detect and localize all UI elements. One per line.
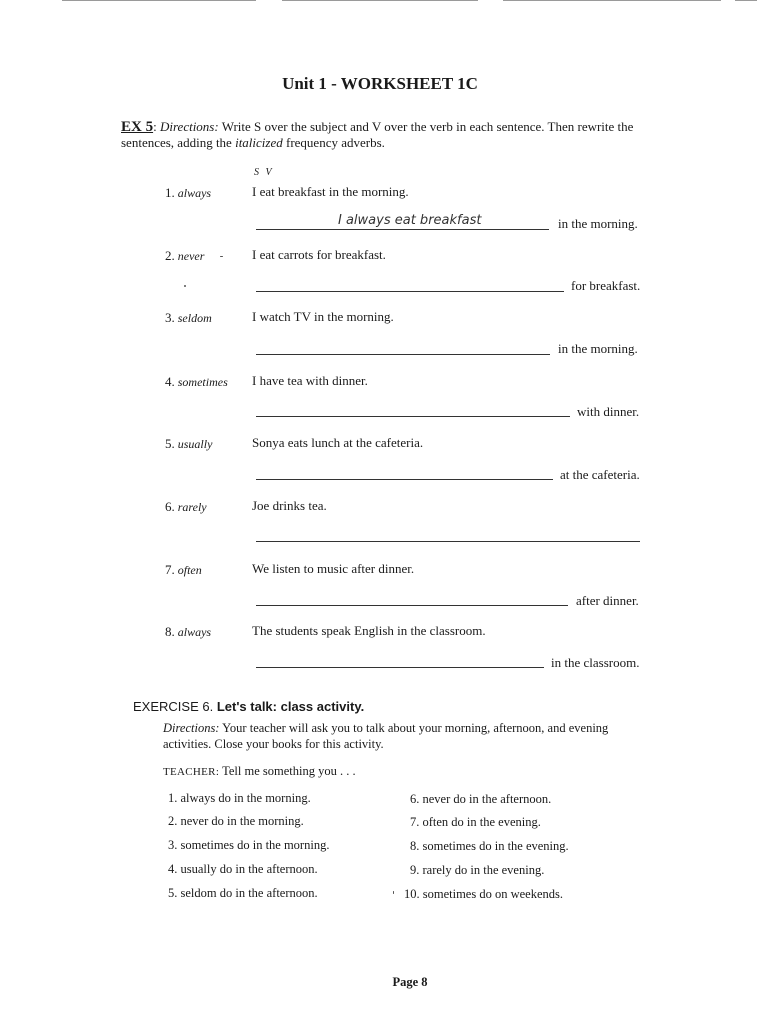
- item-sentence: Joe drinks tea.: [252, 498, 327, 513]
- activity-item: 8. sometimes do in the evening.: [410, 839, 569, 853]
- item-sentence: I have tea with dinner.: [252, 373, 368, 388]
- item-number: 5. usually: [165, 436, 213, 451]
- item-ending: at the cafeteria.: [560, 467, 640, 482]
- scan-artifact-line: [282, 0, 478, 1]
- ex6-directions: [163, 720, 623, 752]
- activity-item: 4. usually do in the afternoon.: [168, 862, 318, 876]
- ex6-directions-label: Directions:: [163, 721, 220, 735]
- answer-line[interactable]: [256, 591, 568, 606]
- item-adverb: always: [177, 625, 212, 639]
- item-ending: in the morning.: [558, 216, 638, 231]
- item-ending: for breakfast.: [571, 278, 641, 293]
- teacher-prompt: [163, 764, 356, 779]
- item-sentence: I eat carrots for breakfast.: [252, 247, 386, 262]
- item-adverb: usually: [177, 437, 213, 451]
- scan-speck: [220, 256, 223, 257]
- item-ending: after dinner.: [576, 593, 639, 608]
- teacher-label: TEACHER:: [163, 766, 220, 778]
- ex5-directions-text: Write S over the subject and V over the verb in each sentence. Then rewrite the sentences, adding the: [121, 119, 634, 150]
- item-adverb: sometimes: [177, 375, 228, 389]
- activity-item: 5. seldom do in the afternoon.: [168, 886, 318, 900]
- ex5-directions-italic: italicized: [235, 135, 283, 150]
- ex5-directions-label: Directions:: [159, 119, 219, 134]
- scan-artifact-line: [735, 0, 757, 1]
- item-number: 2. never: [165, 248, 205, 263]
- ex6-title: Let's talk: class activity.: [216, 699, 365, 714]
- answer-line[interactable]: [256, 402, 570, 417]
- item-adverb: often: [177, 563, 202, 577]
- ex5-directions-end: frequency adverbs.: [286, 135, 385, 150]
- worksheet-title: Unit 1 - WORKSHEET 1C: [282, 74, 478, 93]
- activity-item: 9. rarely do in the evening.: [410, 863, 545, 877]
- item-number: 1. always: [165, 185, 212, 200]
- answer-line[interactable]: [256, 527, 640, 542]
- teacher-prompt-text: Tell me something you . . .: [222, 764, 356, 778]
- item-sentence: We listen to music after dinner.: [252, 561, 415, 576]
- item-adverb: seldom: [177, 311, 212, 325]
- handwritten-answer: I always eat breakfast: [338, 213, 482, 228]
- item-adverb: rarely: [177, 500, 207, 514]
- item-adverb: never: [177, 249, 205, 263]
- item-adverb: always: [177, 186, 212, 200]
- ex6-label: EXERCISE 6.: [133, 699, 214, 714]
- item-ending: in the classroom.: [551, 655, 640, 670]
- item-sentence: I watch TV in the morning.: [252, 309, 394, 324]
- item-sentence: Sonya eats lunch at the cafeteria.: [252, 435, 424, 450]
- activity-item: 7. often do in the evening.: [410, 815, 541, 829]
- item-number: 4. sometimes: [165, 374, 228, 389]
- answer-line[interactable]: [256, 340, 550, 355]
- answer-line[interactable]: [256, 277, 564, 292]
- activity-item: 3. sometimes do in the morning.: [168, 838, 330, 852]
- ex6-header: [133, 699, 364, 714]
- item-number: 7. often: [165, 562, 202, 577]
- item-number: 3. seldom: [165, 310, 212, 325]
- answer-line[interactable]: [256, 653, 544, 668]
- activity-item: 6. never do in the afternoon.: [410, 792, 552, 806]
- item-number: 6. rarely: [165, 499, 207, 514]
- scan-speck: [184, 285, 186, 287]
- scan-artifact-line: [503, 0, 721, 1]
- activity-item: 2. never do in the morning.: [168, 814, 304, 828]
- activity-item: 10. sometimes do on weekends.: [404, 887, 564, 901]
- activity-item: 1. always do in the morning.: [168, 791, 311, 805]
- ex5-label: EX 5: [121, 119, 154, 135]
- ex5-header: EX 5: Directions: Write S over the subject and V over the verb in each sentence. Then rewrite the sentences, adding the italicized frequency adverbs.: [121, 119, 634, 150]
- scan-artifact-line: [62, 0, 256, 1]
- item-number: 8. always: [165, 624, 212, 639]
- answer-line[interactable]: [256, 465, 553, 480]
- item-sentence: The students speak English in the classroom.: [252, 623, 486, 638]
- sv-annotation: S V: [254, 167, 274, 178]
- item-ending: with dinner.: [577, 404, 640, 419]
- item-ending: in the morning.: [558, 341, 638, 356]
- scan-speck: [393, 891, 394, 894]
- ex6-directions-text: Your teacher will ask you to talk about your morning, afternoon, and evening activities. Close your books for this activity.: [163, 721, 609, 751]
- page-number: Page 8: [392, 975, 428, 989]
- item-sentence: I eat breakfast in the morning.: [252, 184, 409, 199]
